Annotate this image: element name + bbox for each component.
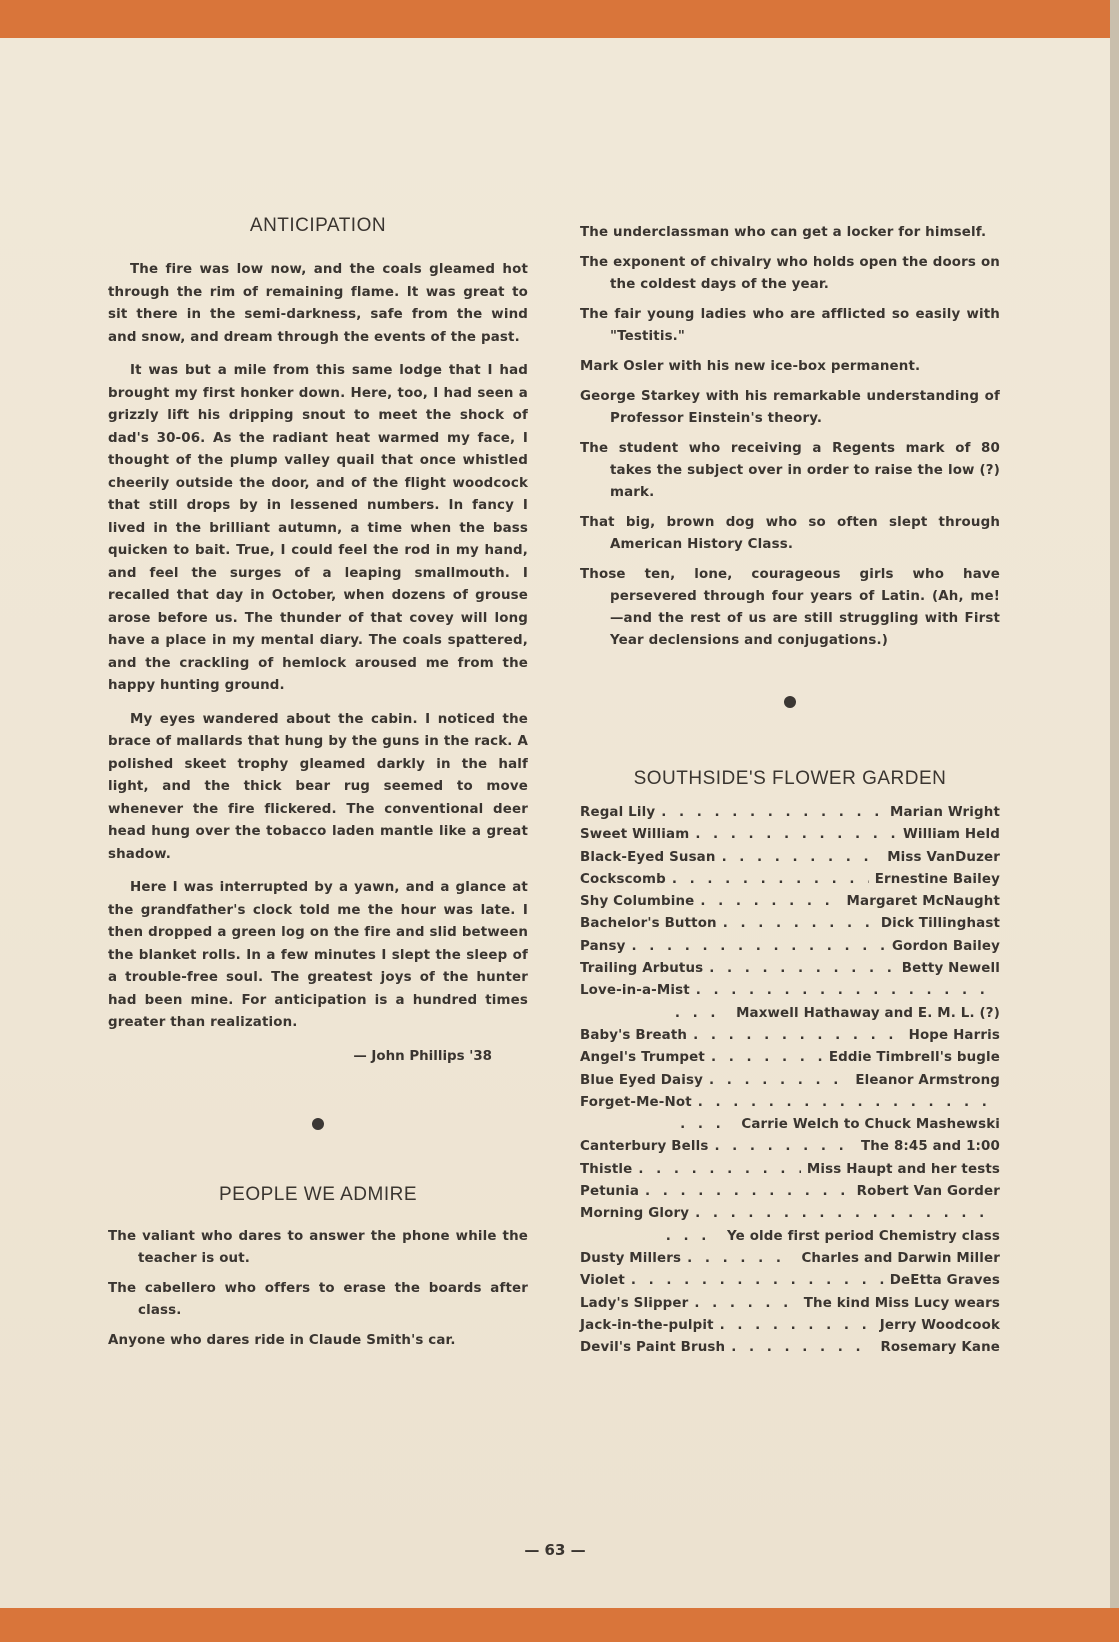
flower-garden-row: [580, 1070, 1000, 1092]
leader-dots: [723, 913, 875, 935]
flower-person: Maxwell Hathaway and E. M. L. (?): [736, 1005, 1000, 1021]
leader-dots: [694, 1293, 797, 1315]
flower-person: Marian Wright: [890, 805, 1000, 820]
flower-name: Devil's Paint Brush: [580, 1340, 726, 1356]
flower-garden-list: [580, 802, 1000, 1359]
flower-name: Shy Columbine: [580, 894, 695, 910]
leader-dots: [631, 1270, 884, 1292]
flower-garden-row: [580, 1315, 1000, 1337]
admire-item: Mark Osler with his new ice-box permanent.: [580, 359, 921, 374]
flower-person: Eleanor Armstrong: [855, 1072, 1000, 1088]
flower-person: Rosemary Kane: [880, 1340, 1000, 1356]
garden-title: SOUTHSIDE'S FLOWER GARDEN: [633, 768, 947, 789]
flower-person: Ye olde first period Chemistry class: [727, 1228, 1000, 1244]
flower-garden-row: [580, 1293, 1000, 1315]
leader-dots: [695, 1203, 994, 1225]
flower-garden-row: [580, 1203, 1000, 1225]
flower-person: Margaret McNaught: [846, 894, 1000, 910]
flower-name: Bachelor's Button: [580, 916, 717, 932]
leader-dots: . . .: [680, 1117, 734, 1133]
flower-garden-row: [580, 1136, 1000, 1158]
right-column: [580, 222, 1000, 1359]
leader-dots: [698, 1092, 994, 1114]
flower-name: Forget-Me-Not: [580, 1094, 692, 1110]
leader-dots: [693, 1025, 902, 1047]
flower-garden-row: [580, 958, 1000, 980]
flower-name: Sweet William: [580, 827, 690, 843]
flower-garden-row: [580, 1047, 1000, 1069]
admire-item: That big, brown dog who so often slept through American History Class.: [580, 515, 1000, 552]
flower-person: Ernestine Bailey: [874, 871, 1000, 887]
leader-dots: [711, 1047, 823, 1069]
flower-name: Canterbury Bells: [580, 1139, 709, 1155]
flower-garden-row: [580, 802, 1000, 824]
admire-item: The valiant who dares to answer the phone while the teacher is out.: [108, 1228, 528, 1266]
leader-dots: [722, 847, 882, 869]
flower-garden-row: [580, 824, 1000, 846]
page-edge: [1110, 0, 1119, 1642]
left-column: [108, 215, 528, 1360]
flower-name: Regal Lily: [580, 805, 656, 820]
admire-item: The underclassman who can get a locker for himself.: [580, 225, 987, 240]
flower-name: Lady's Slipper: [580, 1295, 689, 1311]
leader-dots: [695, 824, 897, 846]
flower-name: Angel's Trumpet: [580, 1050, 705, 1066]
leader-dots: . . .: [665, 1228, 720, 1244]
anticipation-paragraph: My eyes wandered about the cabin. I noticed the brace of mallards that hung by the guns in the rack. A polished skeet trophy gleamed darkly in the half light, and the thick bear rug seemed to move whenever the fire flickered. The conventional deer head hung over the tobacco laden mantle like a great shadow.: [108, 711, 528, 862]
flower-garden-row: [580, 1025, 1000, 1047]
admire-item: Those ten, lone, courageous girls who have persevered through four years of Latin. (Ah, me! —and the rest of us are still struggling with First Year declensions and conjugations.): [580, 567, 1000, 648]
flower-name: Morning Glory: [580, 1206, 690, 1222]
anticipation-title: ANTICIPATION: [249, 215, 387, 236]
anticipation-signature: — John Phillips '38: [353, 1048, 492, 1064]
flower-garden-row: [580, 913, 1000, 935]
top-color-band: [0, 0, 1119, 38]
flower-garden-row: [580, 1092, 1000, 1114]
leader-dots: [661, 802, 884, 824]
flower-garden-continuation: [580, 1114, 1000, 1136]
flower-garden-row: [580, 980, 1000, 1002]
leader-dots: [709, 1070, 849, 1092]
flower-garden-row: [580, 1248, 1000, 1270]
flower-garden-row: [580, 869, 1000, 891]
flower-name: Blue Eyed Daisy: [580, 1072, 703, 1088]
flower-name: Baby's Breath: [580, 1027, 688, 1043]
leader-dots: [714, 1136, 855, 1158]
leader-dots: [731, 1337, 874, 1359]
anticipation-paragraph: The fire was low now, and the coals gleamed hot through the rim of remaining flame. It was great to sit there in the semi-darkness, safe from the wind and snow, and dream through the events of the past.: [108, 262, 528, 345]
flower-name: Trailing Arbutus: [580, 961, 704, 977]
flower-person: Hope Harris: [908, 1027, 1000, 1043]
flower-person: Eddie Timbrell's bugle: [828, 1050, 1000, 1066]
admire-item: The cabellero who offers to erase the boards after class.: [108, 1280, 528, 1318]
admire-item: The exponent of chivalry who holds open the doors on the coldest days of the year.: [580, 255, 1000, 292]
flower-person: Jerry Woodcook: [879, 1317, 1000, 1333]
flower-garden-continuation: [580, 1226, 1000, 1248]
leader-dots: [700, 891, 840, 913]
flower-garden-row: [580, 1159, 1000, 1181]
flower-person: Miss VanDuzer: [887, 849, 1000, 865]
anticipation-paragraph: It was but a mile from this same lodge that I had brought my first honker down. Here, too, I had seen a grizzly lift his dripping snout to meet the shock of dad's 30-06. As the radiant heat warmed my face, I thought of the plump valley quail that once whistled cheerily outside the door, and of the flight woodcock that still drops by in lessened numbers. In fancy I lived in the brilliant autumn, a time when the bass quicken to bait. True, I could feel the rod in my hand, and feel the surges of a leaping smallmouth. I recalled that day in October, when dozens of grouse arose before us. The thunder of that covey will long have a place in my mental diary. The coals spattered, and the crackling of hemlock aroused me from the happy hunting ground.: [108, 363, 528, 693]
flower-person: William Held: [902, 827, 1000, 843]
flower-person: Charles and Darwin Miller: [801, 1250, 1000, 1266]
admire-item: George Starkey with his remarkable understanding of Professor Einstein's theory.: [580, 389, 1000, 426]
leader-dots: [687, 1248, 795, 1270]
flower-name: Dusty Millers: [580, 1250, 682, 1266]
anticipation-paragraph: Here I was interrupted by a yawn, and a glance at the grandfather's clock told me the hour was late. I then dropped a green log on the fire and slid between the blanket rolls. In a few minutes I slept the sleep of a trouble-free soul. The greatest joys of the hunter had been mine. For anticipation is a hundred times greater than realization.: [108, 880, 528, 1030]
flower-person: Dick Tillinghast: [880, 916, 1000, 932]
flower-garden-row: [580, 891, 1000, 913]
admire-item: The student who receiving a Regents mark of 80 takes the subject over in order to raise the low (?) mark.: [580, 441, 1000, 500]
flower-person: The 8:45 and 1:00: [860, 1139, 1000, 1155]
flower-person: Gordon Bailey: [892, 938, 1000, 954]
flower-person: DeEtta Graves: [889, 1273, 1000, 1289]
flower-person: Betty Newell: [901, 961, 1000, 977]
flower-name: Pansy: [580, 938, 626, 954]
leader-dots: [720, 1315, 874, 1337]
leader-dots: [645, 1181, 851, 1203]
flower-name: Cockscomb: [580, 871, 666, 887]
leader-dots: [638, 1159, 801, 1181]
flower-name: Black-Eyed Susan: [580, 849, 716, 865]
flower-person: Miss Haupt and her tests: [806, 1161, 1000, 1177]
leader-dots: [672, 869, 869, 891]
page-number: — 63 —: [524, 1541, 586, 1559]
admire-item: The fair young ladies who are afflicted so easily with "Testitis.": [580, 307, 1000, 344]
flower-garden-row: [580, 847, 1000, 869]
flower-name: Jack-in-the-pulpit: [580, 1317, 714, 1333]
flower-garden-continuation: [580, 1003, 1000, 1025]
section-divider-bullet: [312, 1118, 324, 1130]
admire-item: Anyone who dares ride in Claude Smith's car.: [108, 1332, 456, 1348]
section-divider-bullet: [784, 696, 796, 708]
flower-person: Robert Van Gorder: [856, 1184, 1000, 1200]
flower-name: Petunia: [580, 1184, 640, 1200]
leader-dots: [696, 980, 994, 1002]
bottom-color-band: [0, 1608, 1119, 1642]
flower-garden-row: [580, 1270, 1000, 1292]
flower-garden-row: [580, 1181, 1000, 1203]
leader-dots: . . .: [674, 1005, 729, 1021]
leader-dots: [631, 936, 886, 958]
flower-name: Love-in-a-Mist: [580, 983, 690, 999]
flower-person: The kind Miss Lucy wears: [803, 1295, 1000, 1311]
flower-name: Thistle: [580, 1161, 633, 1177]
leader-dots: [709, 958, 896, 980]
flower-garden-row: [580, 936, 1000, 958]
flower-garden-row: [580, 1337, 1000, 1359]
admire-title: PEOPLE WE ADMIRE: [218, 1183, 418, 1205]
flower-person: Carrie Welch to Chuck Mashewski: [741, 1117, 1000, 1133]
flower-name: Violet: [580, 1273, 625, 1289]
